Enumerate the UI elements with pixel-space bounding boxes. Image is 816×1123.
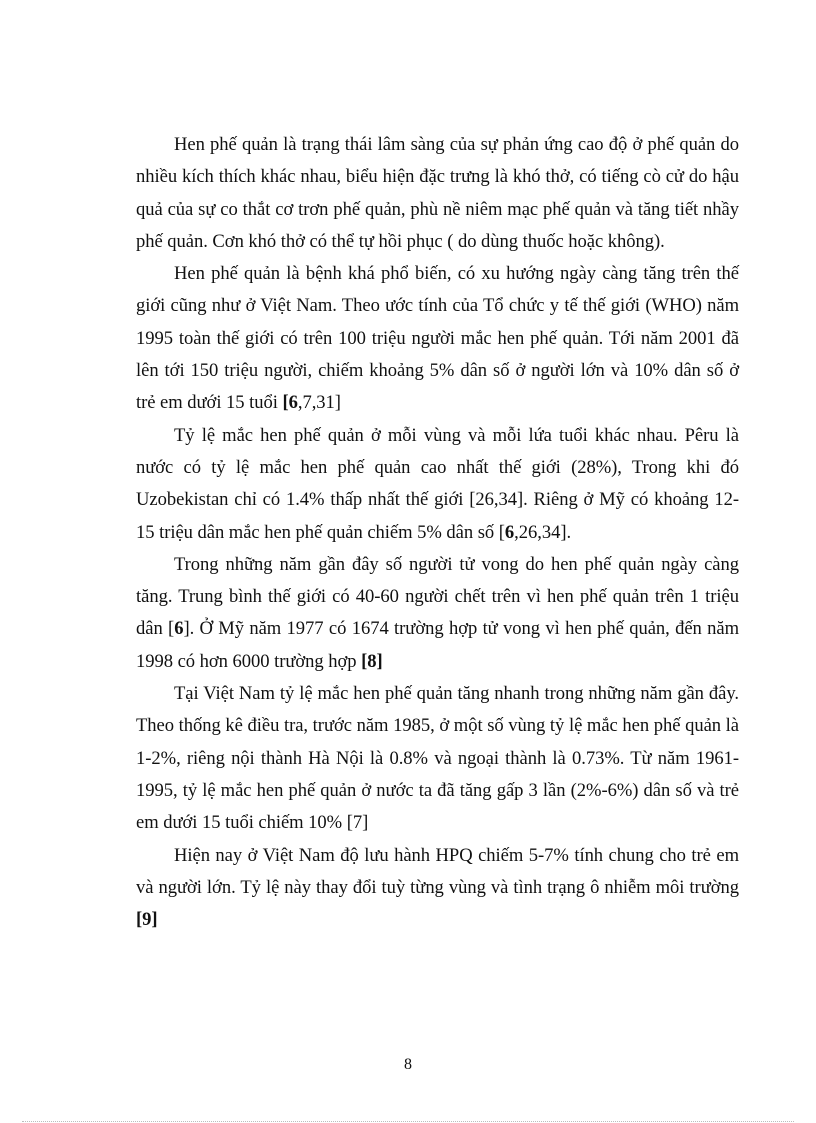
paragraph-text: Tại Việt Nam tỷ lệ mắc hen phế quản tăng nhanh trong những năm gần đây. Theo thống kê điều tra, trước năm 1985, ở một số vùng tỷ lệ mắc hen phế quản là 1-2%, riêng nội thành Hà Nội là 0.8% và ngoại thành là 0.73%. Từ năm 1961-1995, tỷ lệ mắc hen phế quản ở nước ta đã tăng gấp 3 lần (2%-6%) dân số và trẻ em dưới 15 tuổi chiếm 10% [7] [136, 683, 739, 834]
paragraph-text: Tỷ lệ mắc hen phế quản ở mỗi vùng và mỗi lứa tuổi khác nhau. Pêru là nước có tỷ lệ mắc hen phế quản cao nhất thế giới (28%), Trong khi đó Uzobekistan chỉ có 1.4% thấp nhất thế giới [26,34]. Riêng ở Mỹ có khoảng 12-15 triệu dân mắc hen phế quản chiếm 5% dân số [ [136, 424, 739, 543]
paragraph-mortality [136, 549, 739, 678]
paragraph-text: Trong những năm gần đây số người tử vong do hen phế quản ngày càng tăng. Trung bình thế giới có 40-60 người chết trên vì hen phế quản trên 1 triệu dân [ [136, 553, 739, 640]
citation-bold: [9] [136, 909, 158, 931]
citation-bold: 6 [174, 618, 184, 640]
paragraph-vietnam-current [136, 840, 739, 937]
paragraph-prevalence-regions [136, 420, 739, 549]
body-text [136, 129, 739, 936]
citation-bold: [8] [361, 650, 383, 672]
paragraph-text: Hen phế quản là trạng thái lâm sàng của sự phản ứng cao độ ở phế quản do nhiều kích thích khác nhau, biểu hiện đặc trưng là khó thở, có tiếng cò cử do hậu quả của sự co thắt cơ trơn phế quản, phù nề niêm mạc phế quản và tăng tiết nhầy phế quản. Cơn khó thở có thể tự hồi phục ( do dùng thuốc hoặc không). [136, 134, 739, 252]
citation-bold: [6 [282, 392, 298, 414]
page-number: 8 [404, 1056, 412, 1073]
paragraph-vietnam-trend [136, 678, 739, 839]
page-bottom-divider [22, 1121, 794, 1122]
citation-bold: 6 [504, 521, 515, 543]
paragraph-text: ]. Ở Mỹ năm 1977 có 1674 trường hợp tử vong vì hen phế quản, đến năm 1998 có hơn 6000 trường hợp [136, 618, 740, 672]
paragraph-text: Hen phế quản là bệnh khá phổ biến, có xu hướng ngày càng tăng trên thế giới cũng như ở Việt Nam. Theo ước tính của Tổ chức y tế thế giới (WHO) năm 1995 toàn thế giới có trên 100 triệu người mắc hen phế quản. Tới năm 2001 đã lên tới 150 triệu người, chiếm khoảng 5% dân số ở người lớn và 10% dân số ở trẻ em dưới 15 tuổi [136, 263, 739, 414]
citation-text: ,7,31] [297, 392, 341, 414]
paragraph-prevalence-world [136, 258, 739, 419]
paragraph-text: Hiện nay ở Việt Nam độ lưu hành HPQ chiếm 5-7% tính chung cho trẻ em và người lớn. Tỷ lệ này thay đổi tuỳ từng vùng và tình trạng ô nhiễm môi trường [136, 844, 739, 898]
citation-text: ,26,34]. [514, 521, 572, 543]
paragraph-definition [136, 129, 739, 258]
